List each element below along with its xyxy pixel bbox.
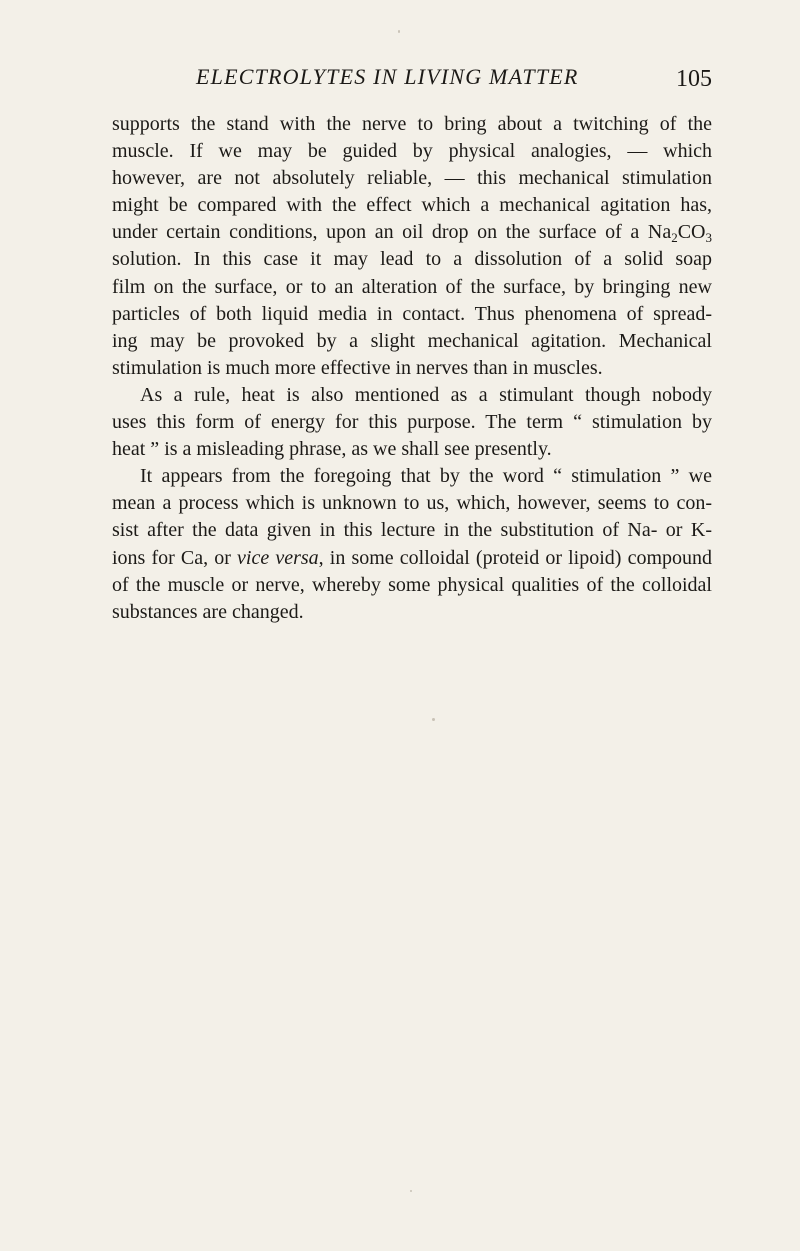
body-text (112, 111, 712, 626)
text-line: ing may be provoked by a slight mechanical agitation. Mechanical (112, 329, 712, 352)
text-fragment: ions for Ca, or (112, 546, 238, 569)
text-line: however, are not absolutely reliable, — this mechanical stimulation (112, 167, 712, 190)
page-number: 105 (676, 66, 712, 92)
text-line: sist after the data given in this lecture in the substitution of Na- or K- (112, 519, 712, 542)
text-line: It appears from the foregoing that by the word “ stimulation ” we (140, 465, 712, 488)
text-line: heat ” is a misleading phrase, as we shall see presently. (112, 438, 552, 461)
text-line: As a rule, heat is also mentioned as a stimulant though nobody (140, 383, 712, 406)
text-fragment: , in some colloidal (proteid or lipoid) compound (318, 546, 712, 569)
paper-speck (398, 30, 400, 33)
italic-phrase: vice versa (237, 546, 319, 569)
paper-speck (410, 1190, 412, 1192)
running-title: ELECTROLYTES IN LIVING MATTER (196, 64, 579, 89)
text-line: of the muscle or nerve, whereby some physical qualities of the colloidal (112, 573, 712, 596)
text-line: stimulation is much more effective in nerves than in muscles. (112, 356, 603, 379)
text-line: film on the surface, or to an alteration of the surface, by bringing new (112, 275, 712, 298)
text-fragment: under certain conditions, upon an oil drop on the surface of a Na (112, 221, 672, 244)
text-line: substances are changed. (112, 600, 304, 623)
subscript: 2 (671, 230, 678, 246)
text-line: muscle. If we may be guided by physical analogies, — which (112, 140, 712, 163)
text-line: solution. In this case it may lead to a dissolution of a solid soap (112, 248, 712, 271)
paper-speck (432, 718, 435, 721)
text-line (112, 219, 712, 246)
text-line: supports the stand with the nerve to bring about a twitching of the (112, 113, 712, 135)
subscript: 3 (705, 230, 712, 246)
text-line: might be compared with the effect which a mechanical agitation has, (112, 194, 712, 217)
text-line (112, 545, 712, 572)
text-line: particles of both liquid media in contact. Thus phenomena of spread- (112, 302, 712, 325)
text-line: mean a process which is unknown to us, which, however, seems to con- (112, 492, 712, 515)
text-fragment: CO (677, 221, 706, 244)
running-header (112, 64, 712, 96)
text-line: uses this form of energy for this purpose. The term “ stimulation by (112, 411, 712, 434)
